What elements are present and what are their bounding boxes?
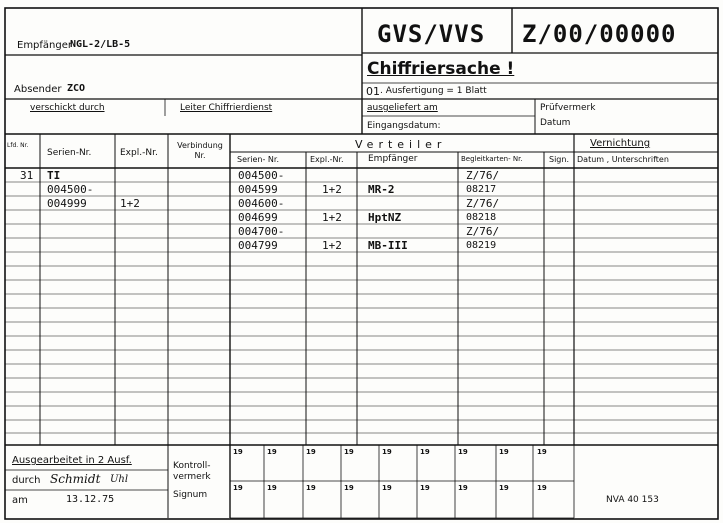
verteiler-title: Verteiler: [355, 138, 447, 151]
document-number: Z/00/00000: [522, 20, 677, 48]
kontrollvermerk-label: Kontroll-vermerk: [173, 461, 211, 482]
dist-1-expl: 1+2: [322, 183, 342, 196]
dist-2-serien-to: 004699: [238, 211, 278, 224]
dist-2-serien-from: 004600-: [238, 197, 285, 210]
vernichtung-title: Vernichtung: [590, 138, 651, 149]
ausfertigung-number: 01: [366, 85, 380, 98]
year-box: 19: [344, 448, 354, 456]
am-date: 13.12.75: [66, 494, 115, 505]
ausfertigung-text: . Ausfertigung = 1 Blatt: [380, 86, 487, 96]
year-box: 19: [233, 448, 243, 456]
year-box: 19: [537, 484, 547, 492]
dist-1-serien-to: 004599: [238, 183, 278, 196]
datum-label: Datum: [540, 118, 571, 128]
durch-initials: Uhl: [110, 474, 129, 485]
year-box: 19: [420, 484, 430, 492]
year-box: 19: [267, 448, 277, 456]
dist-3-serien-from: 004700-: [238, 225, 285, 238]
entry-lfd-nr: 31: [20, 169, 34, 182]
dist-3-begleit-top: Z/76/: [466, 225, 500, 238]
durch-signature: Schmidt: [50, 472, 101, 486]
col-v-expl-nr: Expl.-Nr.: [310, 155, 344, 164]
col-v-sign: Sign.: [549, 155, 569, 164]
year-box: 19: [420, 448, 430, 456]
durch-label: durch: [12, 475, 41, 486]
col-verbindung-nr: Verbindung Nr.: [177, 141, 223, 160]
entry-serien-to: 004999: [47, 197, 87, 210]
dist-1-empfaenger: MR-2: [368, 183, 395, 196]
am-label: am: [12, 495, 28, 506]
year-box: 19: [306, 448, 316, 456]
ausgearbeitet-label: Ausgearbeitet in 2 Ausf.: [12, 455, 132, 466]
entry-code: TI: [47, 169, 61, 182]
dist-3-expl: 1+2: [322, 239, 342, 252]
year-box: 19: [382, 448, 392, 456]
col-lfd-nr: Lfd. Nr.: [7, 142, 29, 149]
dist-1-begleit-bottom: 08217: [466, 184, 497, 195]
year-box: 19: [306, 484, 316, 492]
dist-1-begleit-top: Z/76/: [466, 169, 500, 182]
col-vernichtung-sub: Datum , Unterschriften: [577, 155, 669, 164]
year-box: 19: [499, 448, 509, 456]
year-box: 19: [233, 484, 243, 492]
pruefvermerk-label: Prüfvermerk: [540, 103, 596, 113]
dist-2-expl: 1+2: [322, 211, 342, 224]
dist-3-empfaenger: MB-III: [368, 239, 408, 252]
year-box: 19: [458, 448, 468, 456]
col-v-begleitkarten: Begleitkarten- Nr.: [461, 155, 523, 163]
eingangsdatum-label: Eingangsdatum:: [367, 121, 441, 131]
leiter-label: Leiter Chiffrierdienst: [180, 103, 273, 113]
col-v-empfaenger: Empfänger: [368, 154, 418, 164]
year-box: 19: [499, 484, 509, 492]
year-box: 19: [344, 484, 354, 492]
col-expl-nr: Expl.-Nr.: [120, 148, 158, 158]
col-v-serien-nr: Serien- Nr.: [237, 155, 280, 164]
dist-3-begleit-bottom: 08219: [466, 240, 497, 251]
entry-expl: 1+2: [120, 197, 140, 210]
year-box: 19: [458, 484, 468, 492]
absender-value: ZCO: [67, 83, 86, 94]
signum-label: Signum: [173, 490, 208, 500]
dist-2-empfaenger: HptNZ: [368, 211, 402, 224]
entry-serien-from: 004500-: [47, 183, 94, 196]
empfaenger-label: Empfänger: [17, 40, 73, 51]
verschickt-label: verschickt durch: [30, 103, 105, 113]
year-box: 19: [537, 448, 547, 456]
form-number: NVA 40 153: [606, 495, 659, 505]
year-box: 19: [267, 484, 277, 492]
dist-1-serien-from: 004500-: [238, 169, 285, 182]
classification-label: GVS/VVS: [377, 20, 486, 48]
form-title: Chiffriersache !: [367, 59, 515, 79]
dist-3-serien-to: 004799: [238, 239, 278, 252]
dist-2-begleit-bottom: 08218: [466, 212, 497, 223]
absender-label: Absender: [14, 84, 62, 95]
ausgeliefert-label: ausgeliefert am: [367, 103, 438, 113]
dist-2-begleit-top: Z/76/: [466, 197, 500, 210]
empfaenger-value: NGL-2/LB-5: [70, 39, 131, 50]
year-box: 19: [382, 484, 392, 492]
col-serien-nr: Serien-Nr.: [47, 148, 92, 158]
